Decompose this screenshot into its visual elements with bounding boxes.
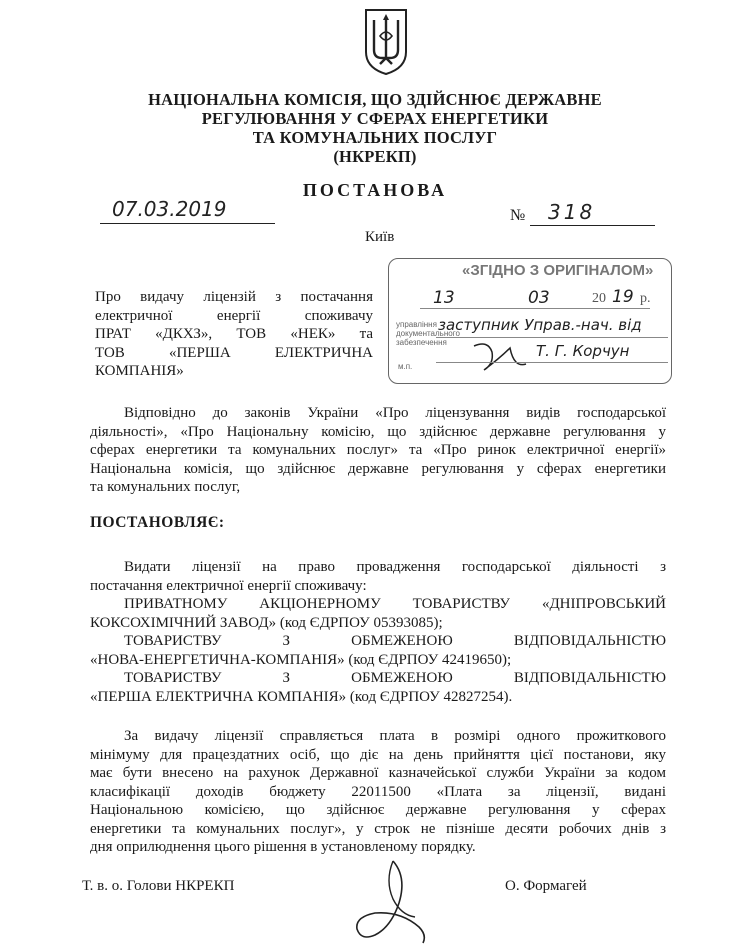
licensee-line: «ПЕРША ЕЛЕКТРИЧНА КОМПАНІЯ» (код ЄДРПОУ 42827254). bbox=[90, 688, 513, 705]
resolution-item-2 bbox=[90, 727, 666, 857]
number-underline bbox=[530, 225, 655, 226]
signatory-name: О. Формагей bbox=[505, 878, 587, 894]
stamp-side-label: управління документального забезпечення bbox=[396, 320, 460, 347]
document-type: ПОСТАНОВА bbox=[302, 180, 448, 200]
licensee-line: КОКСОХІМІЧНИЙ ЗАВОД» (код ЄДРПОУ 05393085); bbox=[90, 614, 443, 631]
subject-line: ПРАТ «ДКХЗ», ТОВ «НЕК» та bbox=[95, 326, 373, 342]
item-line: класифікації доходів бюджету 22011500 «Плата за ліцензії, видані bbox=[90, 783, 666, 800]
resolves-heading: ПОСТАНОВЛЯЄ: bbox=[90, 514, 225, 531]
subject-line: КОМПАНІЯ» bbox=[95, 363, 184, 379]
signatory-position: Т. в. о. Голови НКРЕКП bbox=[82, 878, 235, 894]
stamp-position: заступник Управ.-нач. від bbox=[438, 316, 642, 334]
item-line: постачання електричної енергії споживачу: bbox=[90, 577, 367, 594]
preamble-line: Відповідно до законів України «Про ліцензування видів господарської bbox=[124, 405, 666, 421]
item-line: має бути внесено на рахунок Державної казначейської служби України за кодом bbox=[90, 765, 666, 781]
stamp-day: 13 bbox=[433, 288, 455, 308]
org-name-line: РЕГУЛЮВАННЯ У СФЕРАХ ЕНЕРГЕТИКИ bbox=[201, 109, 549, 128]
item-line: енергетики та комунальних послуг», у строк не пізніше десяти робочих днів з bbox=[90, 820, 666, 837]
org-name-line: НАЦІОНАЛЬНА КОМІСІЯ, ЩО ЗДІЙСНЮЄ ДЕРЖАВНЕ bbox=[148, 90, 602, 109]
stamp-date-line bbox=[420, 308, 650, 309]
item-line: Національною комісією, що здійснює державне регулювання у сферах bbox=[90, 802, 666, 818]
licensee-line: ТОВАРИСТВУ З ОБМЕЖЕНОЮ ВІДПОВІДАЛЬНІСТЮ bbox=[124, 670, 666, 686]
item-line: дня оприлюднення цього рішення в установленому порядку. bbox=[90, 839, 476, 855]
subject-line: електричної енергії споживачу bbox=[95, 307, 373, 324]
subject-line: Про видачу ліцензій з постачання bbox=[95, 289, 373, 305]
licensee-line: ПРИВАТНОМУ АКЦІОНЕРНОМУ ТОВАРИСТВУ «ДНІПРОВСЬКИЙ bbox=[124, 596, 666, 612]
org-abbreviation: (НКРЕКП) bbox=[333, 147, 417, 166]
trident-coat-of-arms-icon bbox=[362, 8, 410, 76]
org-name-line: ТА КОМУНАЛЬНИХ ПОСЛУГ bbox=[252, 128, 498, 147]
document-number: 318 bbox=[548, 200, 596, 224]
preamble-line: сферах енергетики та комунальних послуг» та «Про ринок електричної енергії» bbox=[90, 442, 666, 458]
number-label: № bbox=[510, 207, 526, 224]
stamp-title: «ЗГІДНО З ОРИГІНАЛОМ» bbox=[462, 262, 654, 279]
item-line: мінімуму для працездатних осіб, що діє на день прийняття цієї постанови, яку bbox=[90, 746, 666, 763]
stamp-year-prefix: 20 bbox=[592, 291, 606, 306]
head-signature bbox=[335, 855, 445, 947]
subject-line: ТОВ «ПЕРША ЕЛЕКТРИЧНА bbox=[95, 344, 373, 361]
preamble bbox=[90, 404, 666, 497]
date-underline bbox=[100, 223, 275, 224]
preamble-line: Національна комісія, що здійснює державне регулювання у сферах енергетики bbox=[90, 460, 666, 477]
stamp-signer-line bbox=[436, 362, 668, 363]
item-line: За видачу ліцензії справляється плата в розмірі одного прожиткового bbox=[124, 728, 666, 744]
stamp-seal-mark: м.п. bbox=[398, 362, 413, 371]
resolution-item-1 bbox=[90, 558, 666, 706]
subject-block bbox=[95, 288, 373, 381]
stamp-year: 19 bbox=[612, 287, 634, 307]
preamble-line: та комунальних послуг, bbox=[90, 479, 241, 495]
preamble-line: діяльності», «Про Національну комісію, що здійснює державне регулювання у bbox=[90, 423, 666, 440]
city: Київ bbox=[365, 229, 395, 245]
stamp-signer: Т. Г. Корчун bbox=[536, 342, 630, 360]
item-line: Видати ліцензії на право провадження господарської діяльності з bbox=[124, 559, 666, 575]
licensee-line: «НОВА-ЕНЕРГЕТИЧНА-КОМПАНІЯ» (код ЄДРПОУ 42419650); bbox=[90, 651, 512, 668]
stamp-month: 03 bbox=[528, 288, 550, 308]
stamp-signature bbox=[470, 338, 530, 378]
stamp-year-unit: р. bbox=[640, 291, 651, 306]
document-date: 07.03.2019 bbox=[112, 197, 227, 221]
licensee-line: ТОВАРИСТВУ З ОБМЕЖЕНОЮ ВІДПОВІДАЛЬНІСТЮ bbox=[124, 633, 666, 649]
